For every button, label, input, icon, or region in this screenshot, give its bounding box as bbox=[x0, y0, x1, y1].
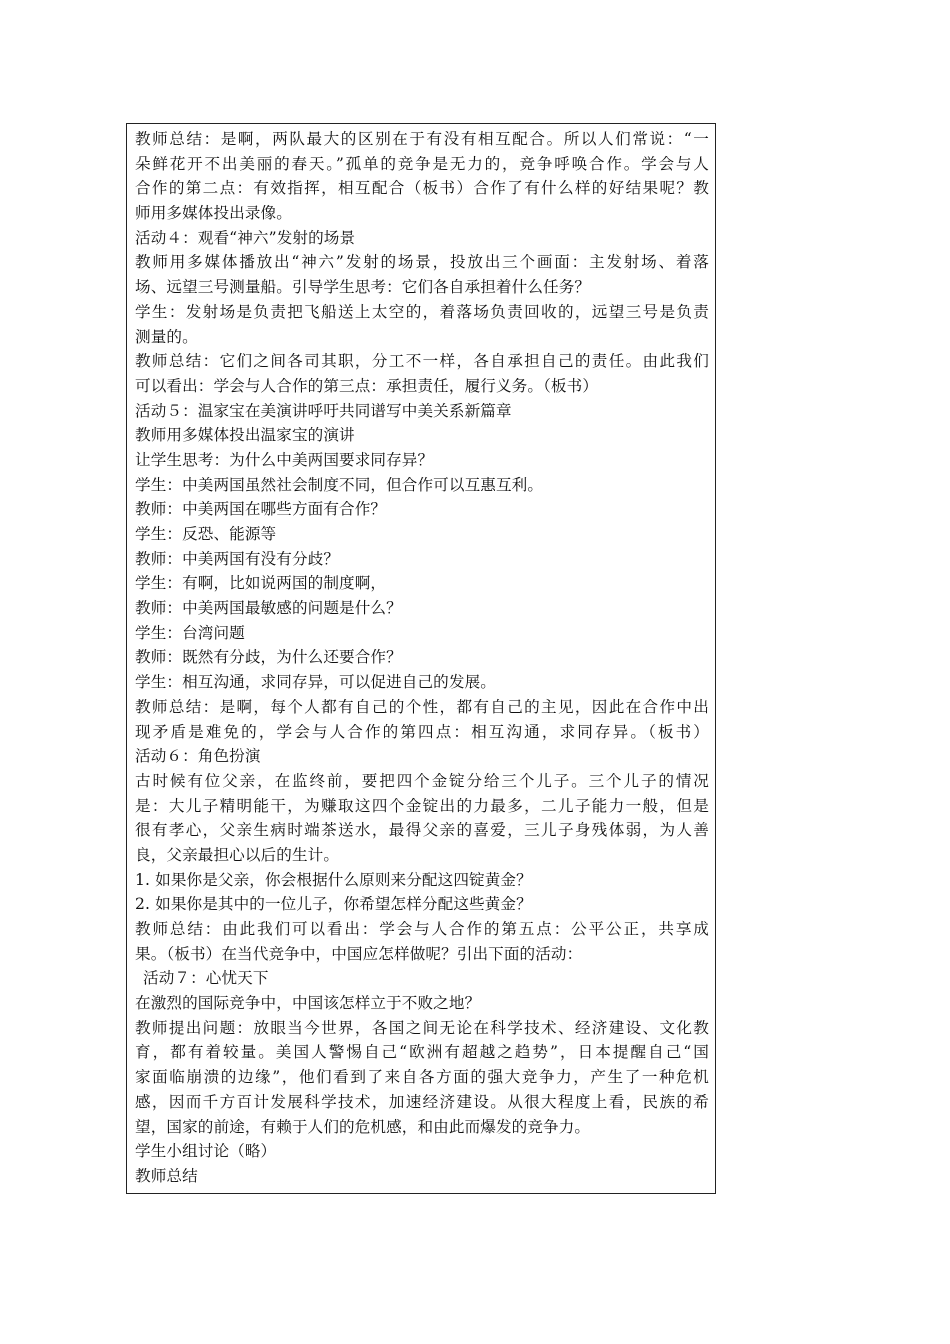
text-line: 1. 如果你是父亲，你会根据什么原则来分配这四锭黄金？ bbox=[135, 870, 532, 889]
text-line: 教师：既然有分歧，为什么还要合作？ bbox=[135, 648, 402, 667]
text-line: 望，国家的前途，有赖于人们的危机感，和由此而爆发的竞争力。 bbox=[135, 1117, 591, 1136]
text-line: 朵鲜花开不出美丽的春天。”孤单的竞争是无力的，竞争呼唤合作。学会与人 bbox=[135, 154, 709, 173]
text-line: 育，都有着较量。美国人警惕自己“欧洲有超越之趋势”，日本提醒自己“国 bbox=[135, 1043, 709, 1062]
text-line: 教师用多媒体播放出“神六”发射的场景，投放出三个画面：主发射场、着落 bbox=[135, 253, 709, 272]
text-line: 教师：中美两国最敏感的问题是什么？ bbox=[135, 599, 402, 618]
text-line: 活动７：心忧天下 bbox=[143, 969, 269, 988]
text-line: 古时候有位父亲，在监终前，要把四个金锭分给三个儿子。三个儿子的情况 bbox=[135, 771, 709, 790]
text-line: 合作的第二点：有效指挥，相互配合（板书）合作了有什么样的好结果呢？教 bbox=[135, 179, 709, 198]
text-line: 在激烈的国际竞争中，中国该怎样立于不败之地？ bbox=[135, 994, 481, 1013]
text-line: 现矛盾是难免的，学会与人合作的第四点：相互沟通，求同存异。（板书） bbox=[135, 722, 709, 741]
text-line: 教师：中美两国有没有分歧？ bbox=[135, 549, 340, 568]
text-line: 学生：发射场是负责把飞船送上太空的，着落场负责回收的，远望三号是负责 bbox=[135, 302, 709, 321]
text-line: 感，因而千方百计发展科学技术，加速经济建设。从很大程度上看，民族的希 bbox=[135, 1092, 709, 1111]
text-line: 教师总结：是啊，两队最大的区别在于有没有相互配合。所以人们常说：“一 bbox=[135, 130, 709, 148]
text-line: 教师总结：由此我们可以看出：学会与人合作的第五点：公平公正，共享成 bbox=[135, 920, 709, 938]
text-line: 教师提出问题：放眼当今世界，各国之间无论在科学技术、经济建设、文化教 bbox=[135, 1018, 709, 1037]
text-line: 学生：中美两国虽然社会制度不同，但合作可以互惠互利。 bbox=[135, 475, 544, 494]
text-line: 家面临崩溃的边缘”，他们看到了来自各方面的强大竞争力，产生了一种危机 bbox=[135, 1068, 709, 1087]
text-line: 教师总结：是啊，每个人都有自己的个性，都有自己的主见，因此在合作中出 bbox=[135, 697, 709, 716]
text-line: 师用多媒体投出录像。 bbox=[135, 204, 292, 223]
text-line: 教师总结：它们之间各司其职，分工不一样，各自承担自己的责任。由此我们 bbox=[135, 352, 709, 371]
text-line: 活动６：角色扮演 bbox=[135, 747, 261, 766]
lesson-text-table-cell bbox=[126, 123, 716, 1194]
text-line: 很有孝心，父亲生病时端茶送水，最得父亲的喜爱，三儿子身残体弱，为人善 bbox=[135, 821, 709, 840]
text-line: 学生：台湾问题 bbox=[135, 623, 245, 642]
text-line: 教师：中美两国在哪些方面有合作？ bbox=[135, 500, 387, 519]
text-line: 果。（板书）在当代竞争中，中国应怎样做呢？引出下面的活动： bbox=[135, 944, 583, 963]
text-line: 场、远望三号测量船。引导学生思考：它们各自承担着什么任务？ bbox=[135, 278, 591, 297]
text-line: 可以看出：学会与人合作的第三点：承担责任，履行义务。（板书） bbox=[135, 376, 599, 395]
text-line: 让学生思考：为什么中美两国要求同存异？ bbox=[135, 450, 434, 469]
text-line: 活动４：观看“神六”发射的场景 bbox=[135, 228, 356, 247]
text-line: 教师总结 bbox=[135, 1166, 198, 1185]
text-line: 学生：相互沟通，求同存异，可以促进自己的发展。 bbox=[135, 673, 496, 692]
text-line: 测量的。 bbox=[135, 327, 198, 346]
text-line: 2. 如果你是其中的一位儿子，你希望怎样分配这些黄金？ bbox=[135, 895, 532, 914]
text-line: 教师用多媒体投出温家宝的演讲 bbox=[135, 426, 355, 445]
text-line: 学生：有啊，比如说两国的制度啊， bbox=[135, 574, 387, 593]
text-line: 良，父亲最担心以后的生计。 bbox=[135, 845, 340, 864]
text-line: 活动５：温家宝在美演讲呼吁共同谱写中美关系新篇章 bbox=[135, 401, 512, 420]
text-line: 学生：反恐、能源等 bbox=[135, 525, 277, 543]
text-line: 是：大儿子精明能干，为赚取这四个金锭出的力最多，二儿子能力一般，但是 bbox=[135, 796, 709, 815]
text-line: 学生小组讨论（略） bbox=[135, 1142, 277, 1161]
